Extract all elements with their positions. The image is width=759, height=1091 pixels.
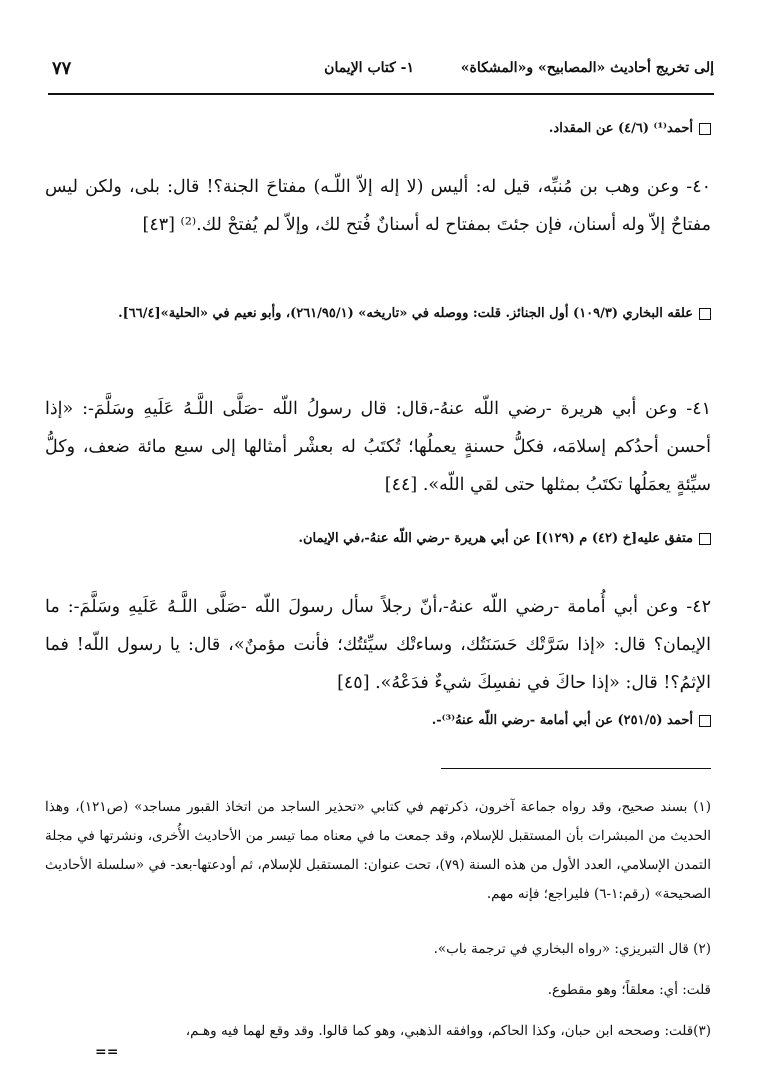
chapter-title: ١- كتاب الإيمان	[324, 60, 414, 76]
hadith-41	[45, 390, 711, 504]
hadith-41-source-text: متفق عليه[خ (٤٢) م (١٢٩)] عن أبي هريرة -رضي اللّه عنهُ-،في الإيمان.	[298, 531, 693, 546]
hadith-40-source-text: علقه البخاري (١٠٩/٣) أول الجنائز. قلت: ووصله في «تاريخه» (٢٦١/٩٥/١)، وأبو نعيم في «الحلية»[٦٦/٤].	[118, 306, 693, 321]
page-number: ٧٧	[52, 58, 72, 79]
footnote-1: (١) بسند صحيح، وقد رواه جماعة آخرون، ذكرتهم في كتابي «تحذير الساجد من اتخاذ القبور مساجد» (ص١٢١)، وهذا الحديث من المبشرات بأن المستقبل للإسلام، وقد جمعت ما في معناه مما تيسر من الأحاديث الأُخرى، ونشرتها في مجلة التمدن الإسلامي، العدد الأول من هذه السنة (٧٩)، تحت عنوان: المستقبل للإسلام، ثم أودعتها-بعد- في «سلسلة الأحاديث الصحيحة» (رقم:١-٦) فليراجع؛ فإنه مهم.	[45, 799, 712, 902]
square-bullet-icon	[699, 308, 711, 320]
header-rule	[48, 93, 714, 95]
running-header	[48, 60, 714, 90]
hadith-42-source-text: أحمد (٢٥١/٥) عن أبي أمامة -رضي اللّه عنهُ⁽³⁾-.	[431, 713, 693, 728]
square-bullet-icon	[699, 715, 711, 727]
continuation-mark: ==	[95, 1044, 119, 1060]
square-bullet-icon	[699, 123, 711, 135]
hadith-41-text: ٤١- وعن أبي هريرة -رضي اللّه عنهُ-،قال: قال رسولُ اللّه -صَلَّى اللَّـهُ عَلَيهِ وسَلَّمَ-: «إذا أحسن أحدُكم إسلامَه، فكلُّ حسنةٍ يعملُها؛ تُكتَبُ له بعشْر أمثالها إلى سبع مائة ضعف، وكلُّ سيِّئةٍ يعمَلُها تكتَبُ بمثلها حتى لقي اللّه».	[45, 399, 711, 495]
hadith-40	[45, 168, 711, 244]
hadith-40-source	[45, 302, 711, 326]
hadith-42-ref: [٤٥]	[337, 673, 370, 693]
hadith-42-text: ٤٢- وعن أبي أُمامة -رضي اللّه عنهُ-،أنّ رجلاً سأل رسولَ اللّه -صَلَّى اللَّـهُ عَلَيهِ وسَلَّمَ-: ما الإيمان؟ قال: «إذا سَرَّتْك حَسَنَتُك، وساءتْك سيِّئتُك؛ فأنت مؤمنٌ»، قال: يا رسول اللّه! فما الإثمُ؟! قال: «إذا حاكَ في نفسِكَ شيءٌ فدَعْهُ».	[45, 597, 711, 693]
hadith-40-text: ٤٠- وعن وهب بن مُنبِّه، قيل له: أليس (لا إله إلاّ اللّـه) مفتاحَ الجنة؟! قال: بلى، ولكن ليس مفتاحٌ إلاّ وله أسنان، فإن جئتَ بمفتاح له أسنانٌ فُتح لك، وإلاّ لم يُفتحْ لك.⁽²⁾	[45, 177, 711, 235]
footnote-3: (٣)قلت: وصححه ابن حبان، وكذا الحاكم، ووافقه الذهبي، وهو كما قالوا. وقد وقع لهما فيه وهـم،	[185, 1023, 711, 1039]
hadith-42-source	[45, 709, 711, 733]
hadith-41-ref: [٤٤]	[384, 475, 418, 495]
book-title: إلى تخريج أحاديث «المصابيح» و«المشكاة»	[460, 60, 714, 76]
footnote-2-note: قلت: أي: معلقاً؛ وهو مقطوع.	[547, 982, 711, 998]
hadith-40-ref: [٤٣]	[142, 215, 175, 235]
footnote-rule	[441, 768, 711, 769]
hadith-41-source	[45, 527, 711, 551]
top-source-line	[45, 117, 711, 141]
footnote-2: (٢) قال التبريزي: «رواه البخاري في ترجمة باب».	[433, 941, 711, 957]
top-source-text: أحمد⁽¹⁾ (٤/٦) عن المقداد.	[548, 121, 693, 136]
square-bullet-icon	[699, 533, 711, 545]
hadith-42	[45, 588, 711, 702]
